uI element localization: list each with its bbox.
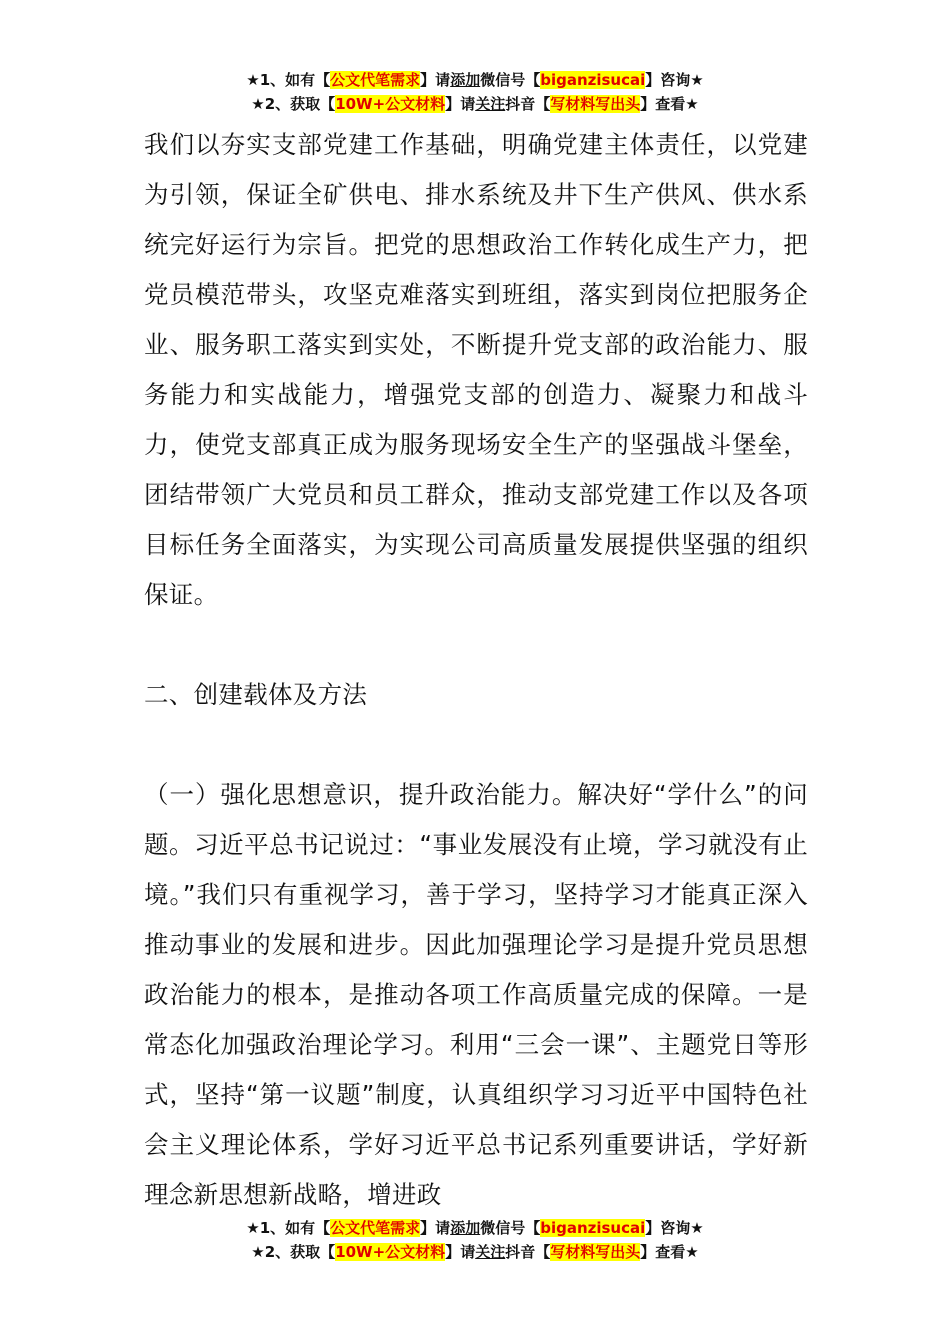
banner-highlight: 10W+公文材料: [335, 95, 446, 113]
banner-line-1: [0, 68, 950, 92]
section-heading: 二、创建载体及方法: [144, 680, 368, 709]
banner-text: 】请: [420, 71, 451, 89]
paragraph-spacer: [144, 620, 808, 670]
paragraph-spacer: [144, 720, 808, 770]
banner-highlight: 写材料写出头: [550, 1243, 641, 1261]
banner-text: ★1、如有【: [246, 1219, 331, 1237]
banner-underlined: 关注: [475, 1243, 506, 1261]
banner-text: ★2、获取【: [251, 1243, 336, 1261]
footer-banner: [0, 1216, 950, 1264]
banner-text: 】咨询★: [645, 71, 704, 89]
banner-underlined: 关注: [475, 95, 506, 113]
banner-highlight: 写材料写出头: [550, 95, 641, 113]
banner-text: 抖音【: [505, 95, 551, 113]
banner-text: 】请: [445, 1243, 476, 1261]
banner-highlight: 公文代笔需求: [330, 71, 421, 89]
banner-text: 抖音【: [505, 1243, 551, 1261]
banner-highlight: 公文代笔需求: [330, 1219, 421, 1237]
banner-text: 】查看★: [640, 1243, 699, 1261]
banner-text: 】请: [445, 95, 476, 113]
banner-highlight: biganzisucai: [540, 1219, 646, 1237]
banner-underlined: 添加: [450, 1219, 481, 1237]
banner-line-2: [0, 92, 950, 116]
banner-text: 】咨询★: [645, 1219, 704, 1237]
header-banner: [0, 68, 950, 116]
banner-text: 】查看★: [640, 95, 699, 113]
banner-underlined: 添加: [450, 71, 481, 89]
banner-text: 】请: [420, 1219, 451, 1237]
body-paragraph-1: 我们以夯实支部党建工作基础，明确党建主体责任，以党建为引领，保证全矿供电、排水系统及井下生产供风、供水系统完好运行为宗旨。把党的思想政治工作转化成生产力，把党员模范带头，攻坚克难落实到班组，落实到岗位把服务企业、服务职工落实到实处，不断提升党支部的政治能力、服务能力和实战能力，增强党支部的创造力、凝聚力和战斗力，使党支部真正成为服务现场安全生产的坚强战斗堡垒，团结带领广大党员和员工群众，推动支部党建工作以及各项目标任务全面落实，为实现公司高质量发展提供坚强的组织保证。: [144, 130, 808, 609]
document-body: [144, 120, 808, 1220]
banner-text: ★1、如有【: [246, 71, 331, 89]
banner-text: 微信号【: [480, 1219, 541, 1237]
banner-text: ★2、获取【: [251, 95, 336, 113]
banner-highlight: 10W+公文材料: [335, 1243, 446, 1261]
banner-text: 微信号【: [480, 71, 541, 89]
banner-line-1: [0, 1216, 950, 1240]
banner-line-2: [0, 1240, 950, 1264]
banner-highlight: biganzisucai: [540, 71, 646, 89]
body-paragraph-2: （一）强化思想意识，提升政治能力。解决好“学什么”的问题。习近平总书记说过：“事业发展没有止境，学习就没有止境。”我们只有重视学习，善于学习，坚持学习才能真正深入推动事业的发展和进步。因此加强理论学习是提升党员思想政治能力的根本，是推动各项工作高质量完成的保障。一是常态化加强政治理论学习。利用“三会一课”、主题党日等形式，坚持“第一议题”制度，认真组织学习习近平中国特色社会主义理论体系，学好习近平总书记系列重要讲话，学好新理念新思想新战略，增进政: [144, 780, 808, 1209]
